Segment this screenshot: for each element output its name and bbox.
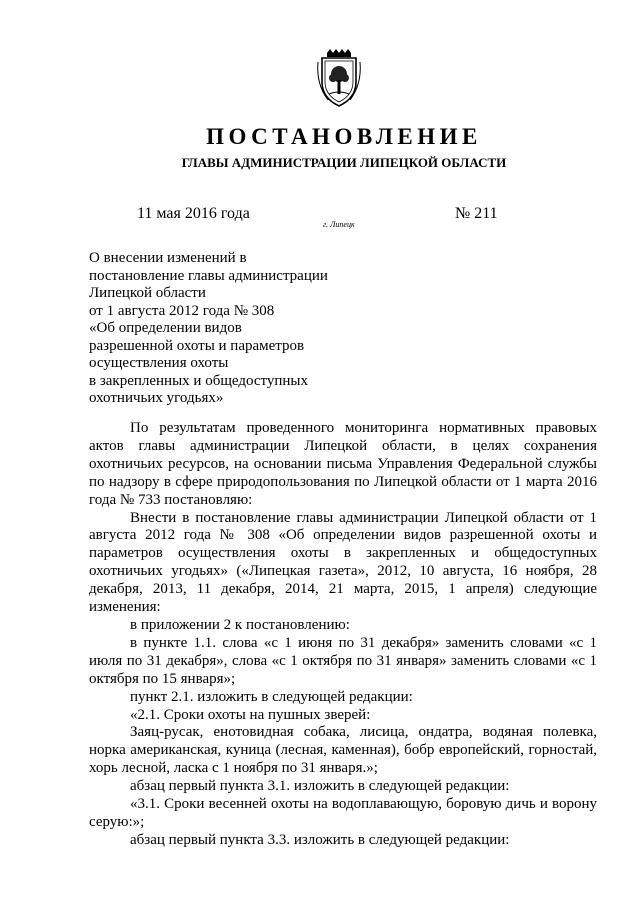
subject-line: осуществления охоты: [89, 355, 229, 371]
subject-line: в закрепленных и общедоступных: [89, 372, 308, 389]
subject-line: постановление главы администрации: [89, 267, 328, 284]
document-city: г. Липецк: [323, 220, 355, 229]
document-number: № 211: [455, 205, 498, 222]
paragraph: «2.1. Сроки охоты на пушных зверей:: [130, 706, 371, 723]
subject-line: «Об определении видов: [89, 320, 242, 336]
subject-line: от 1 августа 2012 года № 308: [89, 302, 275, 319]
paragraph: Внести в постановление главы администрации Липецкой области от 1 августа 2012 года № 308 «Об определении видов разрешенной охоты и параметров осуществления охоты в закрепленных и общедоступных охотничьих угодьях» («Липецкая газета», 2012, 10 августа, 16 ноября, 28 декабря, 2013, 11 декабря, 2014, 21 марта, 2015, 1 апреля) следующие изменения:: [89, 509, 597, 616]
paragraph: в приложении 2 к постановлению:: [130, 616, 350, 633]
paragraph: «3.1. Сроки весенней охоты на водоплавающую, боровую дичь и ворону серую:»;: [89, 796, 597, 830]
document-body: [89, 420, 597, 850]
subject-block: [89, 250, 389, 408]
paragraph: пункт 2.1. изложить в следующей редакции:: [130, 688, 413, 705]
document-title: ПОСТАНОВЛЕНИЕ: [206, 124, 482, 149]
paragraph: в пункте 1.1. слова «с 1 июня по 31 декабря» заменить словами «с 1 июля по 31 декабря», слова «с 1 октября по 31 января» заменить словами «с 1 октября по 15 января»;: [89, 634, 597, 687]
subject-line: О внесении изменений в: [89, 250, 247, 266]
paragraph: абзац первый пункта 3.3. изложить в следующей редакции:: [130, 831, 510, 848]
paragraph: Заяц-русак, енотовидная собака, лисица, ондатра, водяная полевка, норка американская, куница (лесная, каменная), бобр европейский, горностай, хорь лесной, ласка с 1 ноября по 31 января.»;: [89, 724, 597, 777]
subject-line: охотничьих угодьях»: [89, 390, 224, 406]
document-date: 11 мая 2016 года: [137, 205, 250, 222]
subject-line: Липецкой области: [89, 285, 206, 301]
coat-of-arms-emblem: [314, 48, 364, 110]
paragraph: По результатам проведенного мониторинга нормативных правовых актов главы администрации Липецкой области, в целях сохранения охотничьих ресурсов, на основании письма Управления Федеральной службы по надзору в сфере природопользования по Липецкой области от 1 марта 2016 года № 733 постановляю:: [89, 420, 597, 508]
document-subtitle: ГЛАВЫ АДМИНИСТРАЦИИ ЛИПЕЦКОЙ ОБЛАСТИ: [181, 155, 507, 170]
subject-line: разрешенной охоты и параметров: [89, 337, 305, 354]
paragraph: абзац первый пункта 3.1. изложить в следующей редакции:: [130, 778, 510, 795]
